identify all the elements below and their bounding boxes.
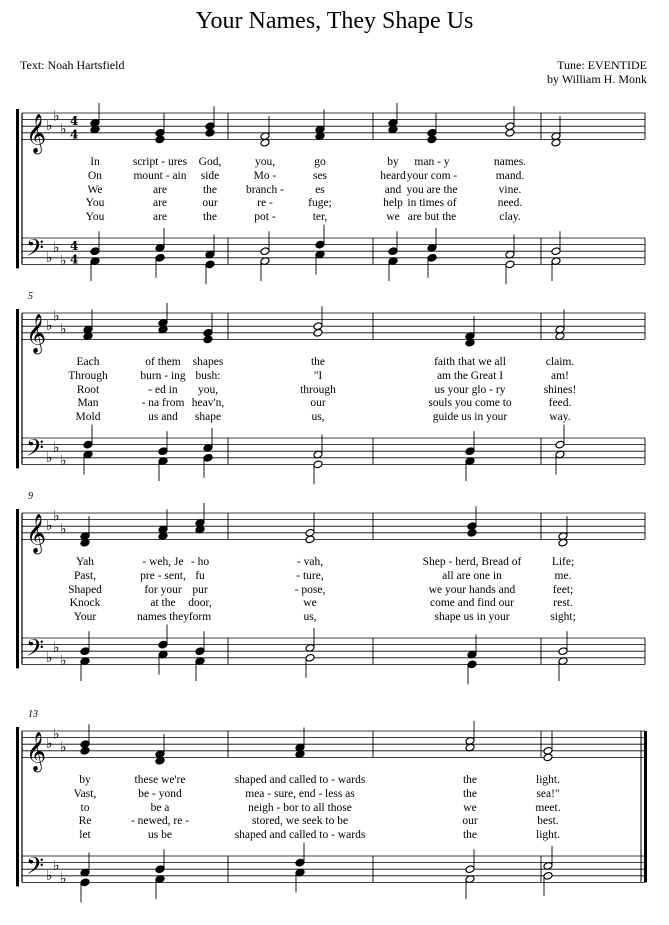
lyric-syllable: Shep - herd, Bread of: [422, 556, 522, 569]
treble-clef-icon: 𝄞: [26, 113, 47, 154]
alto-note: [203, 335, 213, 344]
lyric-syllable: our: [202, 197, 218, 210]
alto-note: [543, 753, 553, 762]
treble-staff: [22, 513, 645, 539]
alto-note: [80, 746, 90, 755]
lyric-syllable: Mo -: [253, 170, 277, 182]
lyric-syllable: the: [202, 183, 218, 196]
composer-credit: by William H. Monk: [547, 72, 647, 86]
lyric-syllable: need.: [497, 197, 523, 210]
lyric-syllable: we: [303, 597, 317, 610]
lyric-syllable: Re: [78, 815, 92, 828]
tenor-note: [158, 640, 168, 649]
bass-note: [313, 460, 323, 469]
lyric-syllable: burn - ing: [140, 370, 186, 382]
lyric-syllable: our: [310, 397, 326, 410]
lyric-syllable: you are the: [406, 183, 458, 196]
alto-note: [467, 528, 477, 537]
lyric-syllable: vine.: [498, 183, 522, 196]
bass-note: [203, 453, 213, 462]
tenor-note: [555, 440, 565, 449]
measure-number: 5: [28, 291, 33, 302]
lyric-syllable: we: [386, 210, 400, 223]
lyric-syllable: God,: [198, 156, 222, 169]
flat-icon: ♭: [46, 249, 53, 266]
measure-number: 13: [28, 709, 38, 720]
treble-staff: [22, 313, 645, 339]
lyric-syllable: Knock: [69, 597, 101, 610]
alto-note: [427, 135, 437, 144]
lyric-syllable: bush:: [195, 370, 221, 382]
lyric-syllable: the: [202, 210, 218, 223]
tenor-note: [558, 647, 568, 656]
lyric-syllable: are: [152, 183, 168, 196]
flat-icon: ♭: [60, 653, 67, 670]
lyric-syllable: to: [80, 801, 90, 814]
lyric-syllable: Vast,: [73, 788, 97, 800]
hymn-title: Your Names, They Shape Us: [195, 8, 474, 34]
lyric-syllable: Root: [76, 383, 100, 396]
lyric-syllable: us your glo - ry: [434, 383, 506, 396]
flat-icon: ♭: [60, 871, 67, 888]
lyric-syllable: me.: [554, 570, 572, 582]
lyric-syllable: are: [152, 197, 168, 210]
treble-clef-icon: 𝄞: [26, 513, 47, 554]
lyric-syllable: Each: [76, 356, 100, 369]
lyric-syllable: shapes: [192, 356, 224, 369]
tenor-note: [465, 865, 475, 874]
lyric-syllable: are: [152, 210, 168, 223]
lyric-syllable: - newed, re -: [130, 815, 190, 828]
lyric-syllable: clay.: [499, 210, 521, 223]
tenor-note: [80, 647, 90, 656]
tenor-note: [260, 247, 270, 256]
lyric-syllable: Yah: [75, 556, 95, 569]
measure-number: 9: [28, 491, 33, 502]
lyric-syllable: Mold: [75, 410, 101, 423]
lyric-syllable: shape us in your: [434, 610, 510, 623]
treble-clef-icon: 𝄞: [26, 731, 47, 772]
lyric-syllable: let: [79, 828, 91, 841]
lyric-syllable: Shaped: [68, 583, 102, 596]
lyric-syllable: man - y: [414, 156, 450, 169]
bass-clef-icon: 𝄢: [26, 851, 45, 885]
lyric-syllable: of them: [145, 356, 181, 369]
lyric-syllable: ter,: [312, 210, 328, 223]
lyric-syllable: we: [463, 801, 477, 814]
bass-note: [205, 260, 215, 269]
lyric-syllable: - pose,: [294, 583, 326, 596]
bass-note: [505, 260, 515, 269]
music-system: [0, 291, 669, 505]
lyric-syllable: es: [315, 183, 325, 196]
flat-icon: ♭: [60, 253, 67, 270]
lyric-syllable: fuge;: [308, 197, 332, 210]
lyric-syllable: souls you come to: [428, 397, 512, 410]
tenor-note: [388, 247, 398, 256]
lyric-syllable: You: [85, 197, 105, 210]
bass-staff: [22, 638, 645, 664]
lyric-syllable: us be: [148, 828, 172, 841]
time-signature: 4: [70, 252, 79, 267]
lyric-syllable: shaped and called to - wards: [234, 774, 366, 787]
tune-credit-block: [547, 58, 647, 86]
lyric-syllable: names they: [136, 610, 190, 623]
flat-icon: ♭: [53, 508, 60, 525]
lyric-syllable: ses: [312, 170, 328, 182]
lyric-syllable: the: [462, 828, 478, 841]
lyric-syllable: - weh, Je: [142, 556, 184, 569]
lyric-syllable: Life;: [551, 556, 575, 569]
flat-icon: ♭: [46, 318, 53, 335]
lyric-syllable: heav'n,: [191, 397, 225, 410]
tenor-note: [90, 247, 100, 256]
flat-icon: ♭: [46, 518, 53, 535]
bass-note: [155, 253, 165, 262]
lyric-syllable: fu: [195, 570, 205, 582]
flat-icon: ♭: [53, 857, 60, 874]
flat-icon: ♭: [53, 439, 60, 456]
lyric-syllable: form: [188, 610, 212, 623]
tenor-note: [195, 647, 205, 656]
lyric-syllable: the: [310, 356, 326, 369]
lyric-syllable: script - ures: [132, 156, 188, 169]
bass-clef-icon: 𝄢: [26, 633, 45, 667]
lyric-syllable: us,: [303, 610, 317, 623]
lyric-syllable: all are one in: [442, 570, 502, 582]
time-signature: 4: [70, 239, 79, 254]
lyric-syllable: light.: [536, 828, 560, 841]
tenor-note: [295, 858, 305, 867]
lyric-syllable: mea - sure, end - less as: [245, 788, 355, 800]
lyric-syllable: am the Great I: [436, 370, 504, 382]
lyric-syllable: the: [462, 774, 478, 787]
lyric-syllable: way.: [549, 410, 571, 423]
tenor-note: [551, 247, 561, 256]
tenor-note: [158, 447, 168, 456]
system-bracket: [16, 727, 19, 886]
final-barline-thick: [644, 731, 647, 882]
alto-note: [313, 328, 323, 337]
lyric-syllable: your com -: [406, 170, 458, 182]
lyric-syllable: are but the: [407, 210, 457, 223]
tune-credit: Tune: EVENTIDE: [557, 58, 647, 72]
flat-icon: ♭: [46, 736, 53, 753]
flat-icon: ♭: [60, 739, 67, 756]
lyric-syllable: names.: [493, 156, 527, 169]
lyric-syllable: Man: [77, 397, 99, 410]
lyric-syllable: we your hands and: [428, 583, 516, 596]
lyric-syllable: shaped and called to - wards: [234, 828, 366, 841]
lyric-syllable: at the: [150, 597, 176, 610]
flat-icon: ♭: [60, 453, 67, 470]
lyric-syllable: pot -: [254, 210, 276, 223]
lyric-syllable: You: [85, 210, 105, 223]
lyric-syllable: these we're: [134, 774, 186, 787]
lyric-syllable: mand.: [495, 170, 525, 182]
lyric-syllable: guide us in your: [432, 410, 508, 423]
system-bracket: [16, 309, 19, 468]
lyric-syllable: In: [90, 156, 100, 169]
lyric-syllable: heard: [380, 170, 406, 182]
lyric-syllable: sight;: [550, 610, 576, 623]
lyric-syllable: for your: [144, 583, 182, 596]
flat-icon: ♭: [60, 521, 67, 538]
lyric-syllable: Past,: [73, 570, 97, 582]
bass-clef-icon: 𝄢: [26, 233, 45, 267]
lyric-syllable: On: [87, 170, 103, 182]
lyric-syllable: - ed in: [148, 383, 178, 396]
lyric-syllable: the: [462, 788, 478, 800]
flat-icon: ♭: [53, 308, 60, 325]
lyric-syllable: light.: [536, 774, 560, 787]
treble-clef-icon: 𝄞: [26, 313, 47, 354]
lyric-syllable: our: [462, 815, 478, 828]
lyric-syllable: by: [387, 156, 399, 169]
lyric-syllable: claim.: [545, 356, 575, 369]
lyric-syllable: feet;: [552, 583, 574, 596]
lyric-syllable: rest.: [553, 597, 573, 610]
flat-icon: ♭: [53, 239, 60, 256]
lyric-syllable: side: [200, 170, 220, 182]
music-system: [0, 709, 669, 923]
lyric-syllable: through: [300, 383, 336, 396]
system-bracket: [16, 509, 19, 668]
lyric-syllable: in times of: [407, 197, 457, 210]
flat-icon: ♭: [53, 639, 60, 656]
lyric-syllable: mount - ain: [133, 170, 187, 182]
lyric-syllable: best.: [537, 815, 559, 828]
lyric-syllable: by: [79, 774, 91, 787]
lyric-syllable: Through: [68, 370, 108, 382]
alto-note: [505, 128, 515, 137]
bass-clef-icon: 𝄢: [26, 433, 45, 467]
lyric-syllable: help: [383, 197, 403, 210]
system-bracket: [16, 109, 19, 268]
lyric-syllable: be a: [150, 801, 170, 814]
flat-icon: ♭: [46, 649, 53, 666]
lyric-syllable: re -: [257, 197, 273, 210]
lyric-syllable: and: [384, 183, 402, 196]
tenor-note: [83, 440, 93, 449]
treble-staff: [22, 113, 645, 142]
lyric-syllable: "I: [313, 370, 323, 382]
lyric-syllable: shines!: [543, 383, 577, 396]
lyric-syllable: - na from: [141, 397, 185, 410]
alto-note: [155, 135, 165, 144]
lyric-syllable: go: [314, 156, 326, 169]
bass-note: [427, 253, 437, 262]
bass-staff: [22, 438, 645, 464]
lyric-syllable: am!: [551, 370, 569, 382]
bass-note: [543, 871, 553, 880]
lyric-syllable: door,: [188, 597, 212, 610]
flat-icon: ♭: [46, 118, 53, 135]
lyric-syllable: sea!": [536, 788, 560, 800]
tenor-note: [315, 240, 325, 249]
lyric-syllable: you,: [197, 383, 219, 396]
flat-icon: ♭: [60, 121, 67, 138]
lyric-syllable: us,: [311, 410, 325, 423]
flat-icon: ♭: [46, 449, 53, 466]
lyric-syllable: meet.: [535, 801, 561, 814]
lyric-syllable: faith that we all: [434, 356, 506, 369]
alto-note: [305, 535, 315, 544]
lyric-syllable: - vah,: [296, 556, 324, 569]
lyric-syllable: pur: [192, 583, 208, 596]
lyric-syllable: you,: [254, 156, 276, 169]
flat-icon: ♭: [46, 867, 53, 884]
music-system: [0, 491, 669, 705]
bass-note: [80, 878, 90, 887]
tenor-note: [465, 447, 475, 456]
lyric-syllable: branch -: [246, 183, 284, 196]
alto-note: [205, 128, 215, 137]
lyric-syllable: pre - sent,: [140, 570, 186, 582]
lyric-syllable: come and find our: [430, 597, 514, 610]
text-credit: Text: Noah Hartsfield: [20, 58, 125, 72]
lyric-syllable: Your: [73, 610, 97, 623]
flat-icon: ♭: [53, 726, 60, 743]
lyric-syllable: - ture,: [296, 570, 324, 582]
time-signature: 4: [70, 127, 79, 142]
bass-note: [305, 653, 315, 662]
lyric-syllable: neigh - bor to all those: [248, 801, 352, 814]
lyric-syllable: be - yond: [138, 788, 182, 800]
time-signature: 4: [70, 114, 79, 129]
lyric-syllable: shape: [194, 410, 222, 423]
lyric-syllable: feed.: [548, 397, 572, 410]
lyric-syllable: us and: [148, 410, 178, 423]
lyric-syllable: We: [87, 183, 103, 196]
lyric-syllable: - ho: [190, 556, 210, 569]
music-system: [0, 105, 669, 305]
bass-note: [467, 660, 477, 669]
tenor-note: [155, 865, 165, 874]
lyric-syllable: stored, we seek to be: [251, 815, 349, 828]
flat-icon: ♭: [53, 108, 60, 125]
flat-icon: ♭: [60, 321, 67, 338]
